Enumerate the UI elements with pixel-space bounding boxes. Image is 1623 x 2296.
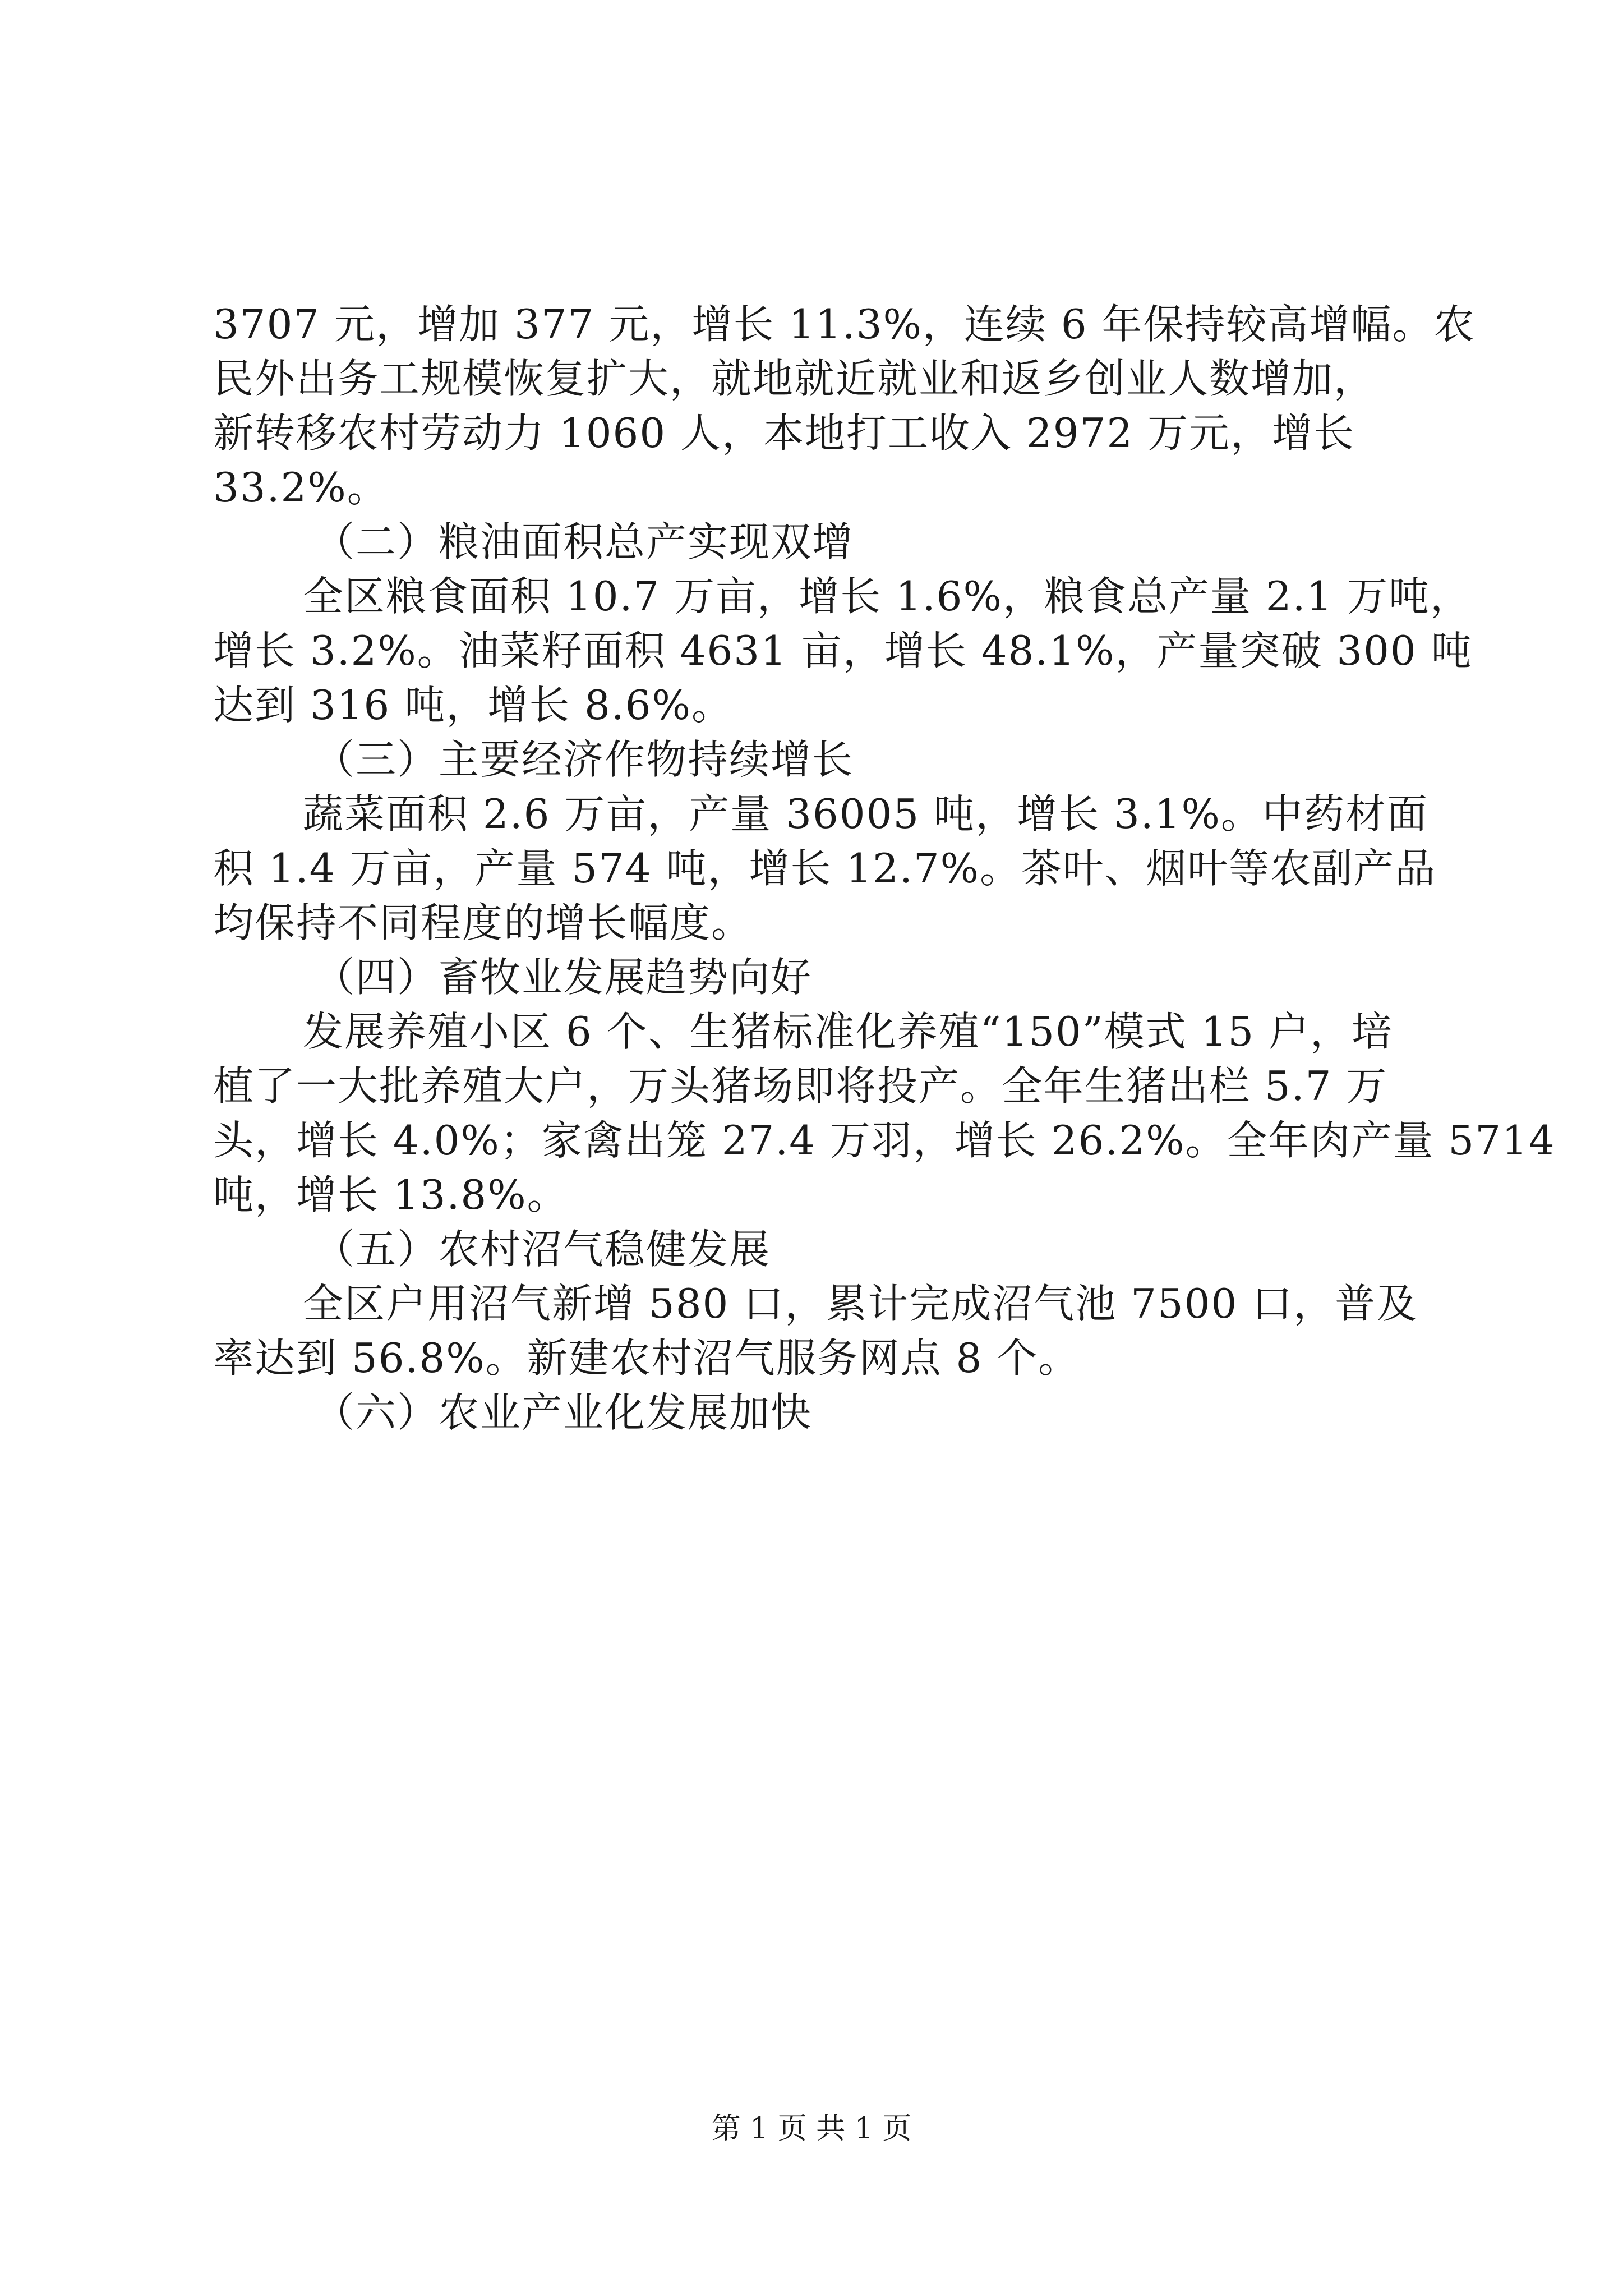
section-heading-4: （四）畜牧业发展趋势向好	[314, 954, 813, 1001]
paragraph-line: 3707 元，增加 377 元，增长 11.3%，连续 6 年保持较高增幅。农	[213, 301, 1476, 348]
paragraph-line: 新转移农村劳动力 1060 人，本地打工收入 2972 万元，增长	[213, 409, 1355, 457]
paragraph-line: 民外出务工规模恢复扩大，就地就近就业和返乡创业人数增加，	[213, 355, 1376, 402]
section-heading-5: （五）农村沼气稳健发展	[314, 1226, 771, 1273]
section-heading-2: （二）粮油面积总产实现双增	[314, 518, 854, 565]
paragraph-line: 全区户用沼气新增 580 口，累计完成沼气池 7500 口，普及	[303, 1280, 1418, 1327]
paragraph-line: 积 1.4 万亩，产量 574 吨，增长 12.7%。茶叶、烟叶等农副产品	[213, 845, 1437, 892]
paragraph-line: 率达到 56.8%。新建农村沼气服务网点 8 个。	[213, 1335, 1080, 1382]
paragraph-line: 头，增长 4.0%；家禽出笼 27.4 万羽，增长 26.2%。全年肉产量 5714	[213, 1117, 1556, 1164]
page-footer: 第 1 页 共 1 页	[711, 2112, 912, 2146]
paragraph-line: 33.2%。	[213, 464, 389, 511]
paragraph-line: 吨，增长 13.8%。	[213, 1171, 569, 1218]
document-body	[213, 297, 1556, 1440]
section-heading-3: （三）主要经济作物持续增长	[314, 736, 854, 783]
section-heading-6: （六）农业产业化发展加快	[314, 1389, 813, 1436]
paragraph-line: 达到 316 吨，增长 8.6%。	[213, 682, 734, 729]
paragraph-line: 全区粮食面积 10.7 万亩，增长 1.6%，粮食总产量 2.1 万吨，	[303, 573, 1472, 620]
paragraph-line: 发展养殖小区 6 个、生猪标准化养殖“150”模式 15 户，培	[303, 1008, 1394, 1055]
paragraph-line: 均保持不同程度的增长幅度。	[213, 899, 753, 946]
paragraph-line: 植了一大批养殖大户，万头猪场即将投产。全年生猪出栏 5.7 万	[213, 1062, 1388, 1110]
paragraph-line: 蔬菜面积 2.6 万亩，产量 36005 吨，增长 3.1%。中药材面	[303, 790, 1428, 838]
paragraph-line: 增长 3.2%。油菜籽面积 4631 亩，增长 48.1%，产量突破 300 吨	[213, 627, 1473, 674]
